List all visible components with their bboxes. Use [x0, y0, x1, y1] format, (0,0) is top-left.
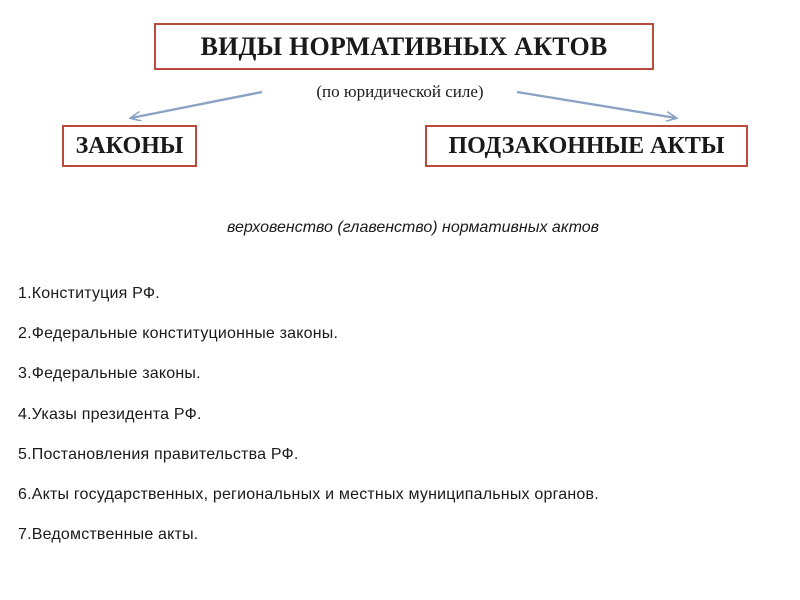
list-item: 3.Федеральные законы.: [18, 365, 201, 383]
list-item: 7.Ведомственные акты.: [18, 526, 199, 544]
bylaws-label: ПОДЗАКОННЫЕ АКТЫ: [448, 132, 725, 159]
laws-box: [62, 125, 197, 167]
list-item: 6.Акты государственных, региональных и местных муниципальных органов.: [18, 485, 599, 503]
hierarchy-list: [18, 280, 599, 561]
list-item: 5.Постановления правительства РФ.: [18, 445, 299, 463]
diagram-subtitle: (по юридической силе): [316, 82, 484, 101]
diagram-title: ВИДЫ НОРМАТИВНЫХ АКТОВ: [200, 31, 608, 61]
laws-label: ЗАКОНЫ: [75, 132, 184, 159]
list-item: 1.Конституция РФ.: [18, 285, 160, 302]
list-item: 4.Указы президента РФ.: [18, 405, 202, 423]
diagram-title-box: [154, 23, 654, 70]
arrow-to-bylaws: [517, 92, 676, 118]
bylaws-box: [425, 125, 748, 167]
arrow-to-laws: [131, 92, 262, 118]
supremacy-note: верховенство (главенство) нормативных актов: [227, 219, 599, 236]
list-item: 2.Федеральные конституционные законы.: [18, 325, 339, 343]
